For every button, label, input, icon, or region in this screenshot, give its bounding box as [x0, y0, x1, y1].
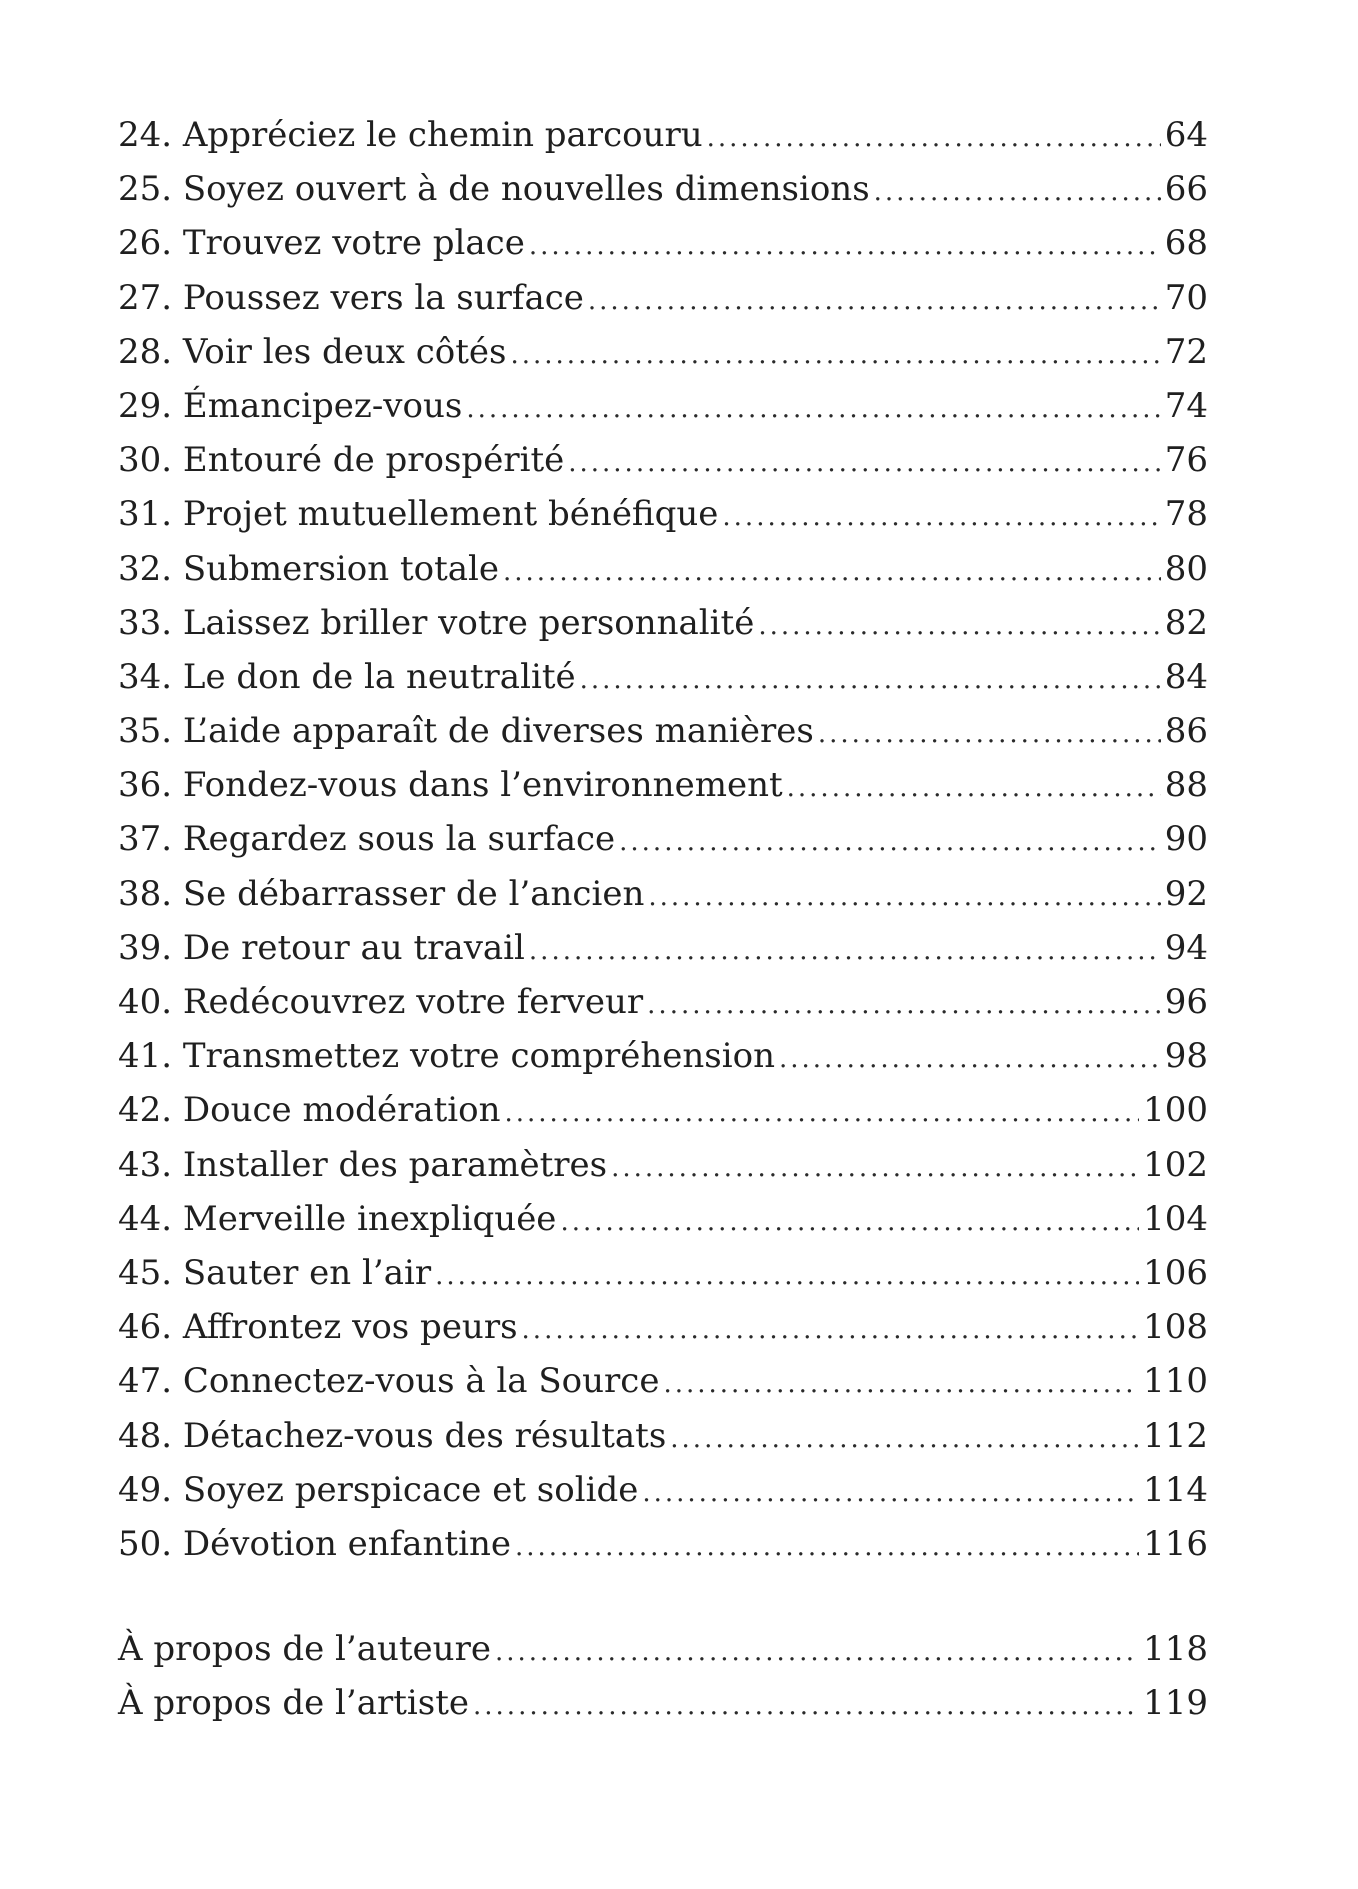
toc-entry: [118, 812, 1208, 866]
dot-leader: [522, 1303, 1140, 1357]
toc-entry: [118, 433, 1208, 487]
toc-entry: [118, 1409, 1208, 1463]
dot-leader: [787, 761, 1161, 815]
dot-leader: [435, 1249, 1139, 1303]
toc-entry: [118, 487, 1208, 541]
dot-leader: [505, 1086, 1140, 1140]
toc-entry-title: 26. Trouvez votre place: [118, 223, 525, 264]
toc-entry-page-number: 96: [1164, 982, 1208, 1022]
toc-entry-page-number: 80: [1164, 548, 1208, 589]
toc-entry-title: 29. Émancipez-vous: [118, 385, 463, 426]
toc-entry-title: 33. Laissez briller votre personnalité: [118, 602, 755, 643]
toc-entry-page-number: 66: [1164, 169, 1208, 210]
toc-entry-page-number: 114: [1143, 1469, 1208, 1510]
toc-entry: [118, 1029, 1208, 1083]
toc-entry-page-number: 78: [1164, 494, 1208, 535]
dot-leader: [874, 165, 1161, 219]
dot-leader: [529, 219, 1161, 273]
toc-entry-page-number: 102: [1143, 1144, 1208, 1185]
dot-leader: [495, 1625, 1139, 1679]
toc-entry-title: 35. L’aide apparaît de diverses manières: [118, 711, 814, 752]
toc-entry-page-number: 90: [1164, 819, 1208, 860]
toc-entry-page-number: 104: [1143, 1198, 1208, 1239]
dot-leader: [529, 924, 1161, 978]
toc-entry-page-number: 110: [1143, 1361, 1208, 1402]
toc-entry-title: 38. Se débarrasser de l’ancien: [118, 873, 645, 914]
toc-entry-page-number: 119: [1143, 1683, 1208, 1724]
dot-leader: [568, 436, 1161, 490]
section-gap: [118, 1571, 1208, 1622]
toc-entry-title: 30. Entouré de prospérité: [118, 440, 565, 481]
toc-entry-page-number: 98: [1164, 1036, 1208, 1077]
dot-leader: [510, 328, 1160, 382]
toc-entry-title: 31. Projet mutuellement bénéfique: [118, 494, 719, 535]
toc-entry-page-number: 68: [1164, 223, 1208, 264]
dot-leader: [466, 382, 1160, 436]
toc-entry-title: 27. Poussez vers la surface: [118, 277, 584, 318]
dot-leader: [707, 111, 1161, 165]
toc-entry-page-number: 108: [1143, 1307, 1208, 1348]
dot-leader: [670, 1412, 1139, 1466]
toc-entry-page-number: 118: [1143, 1629, 1208, 1670]
dot-leader: [588, 274, 1161, 328]
toc-entry-title: 24. Appréciez le chemin parcouru: [118, 115, 703, 155]
toc-entry-title: 39. De retour au travail: [118, 927, 525, 968]
dot-leader: [503, 545, 1161, 599]
toc-entry: [118, 1622, 1208, 1676]
toc-entry-page-number: 86: [1164, 711, 1208, 752]
toc-entry-title: 42. Douce modération: [118, 1090, 501, 1131]
toc-entry-page-number: 112: [1143, 1415, 1208, 1456]
appendix-list: [118, 1622, 1208, 1730]
toc-entry-title: 32. Submersion totale: [118, 548, 500, 589]
chapter-list: [118, 108, 1208, 1571]
toc-entry: [118, 162, 1208, 216]
toc-entry-page-number: 64: [1164, 115, 1208, 155]
toc-entry-title: 25. Soyez ouvert à de nouvelles dimensions: [118, 169, 870, 210]
toc-entry: [118, 1246, 1208, 1300]
toc-entry: [118, 1676, 1208, 1730]
toc-entry-title: À propos de l’artiste: [118, 1683, 470, 1724]
toc-entry: [118, 1463, 1208, 1517]
toc-entry: [118, 271, 1208, 325]
dot-leader: [663, 1357, 1139, 1411]
toc-entry: [118, 704, 1208, 758]
toc-entry: [118, 596, 1208, 650]
dot-leader: [473, 1679, 1139, 1733]
toc-entry-title: 36. Fondez-vous dans l’environnement: [118, 765, 783, 806]
dot-leader: [722, 490, 1160, 544]
dot-leader: [619, 815, 1161, 869]
toc-entry: [118, 1192, 1208, 1246]
dot-leader: [580, 653, 1161, 707]
toc-entry-title: 45. Sauter en l’air: [118, 1252, 432, 1293]
toc-entry: [118, 921, 1208, 975]
toc-entry-title: 43. Installer des paramètres: [118, 1144, 608, 1185]
toc-entry-page-number: 74: [1164, 385, 1208, 426]
toc-entry-page-number: 84: [1164, 656, 1208, 697]
toc-entry: [118, 542, 1208, 596]
toc-entry-title: 28. Voir les deux côtés: [118, 331, 507, 372]
dot-leader: [779, 1032, 1161, 1086]
toc-entry-title: 47. Connectez-vous à la Source: [118, 1361, 660, 1402]
dot-leader: [611, 1141, 1139, 1195]
toc-entry-page-number: 82: [1164, 602, 1208, 643]
toc-entry: [118, 108, 1208, 162]
toc-entry-title: 44. Merveille inexpliquée: [118, 1198, 557, 1239]
dot-leader: [515, 1520, 1139, 1574]
toc-entry-page-number: 92: [1164, 873, 1208, 914]
toc-entry-page-number: 106: [1143, 1252, 1208, 1293]
dot-leader: [758, 599, 1160, 653]
dot-leader: [647, 978, 1161, 1032]
toc-entry-page-number: 76: [1164, 440, 1208, 481]
toc-entry: [118, 1138, 1208, 1192]
toc-entry: [118, 867, 1208, 921]
toc-entry-title: 46. Affrontez vos peurs: [118, 1307, 518, 1348]
toc-entry-title: 34. Le don de la neutralité: [118, 656, 576, 697]
toc-entry: [118, 216, 1208, 270]
toc-entry-title: 48. Détachez-vous des résultats: [118, 1415, 667, 1456]
toc-entry: [118, 758, 1208, 812]
dot-leader: [648, 870, 1160, 924]
toc-entry-page-number: 72: [1164, 331, 1208, 372]
toc-entry: [118, 379, 1208, 433]
toc-entry: [118, 325, 1208, 379]
toc-entry: [118, 1083, 1208, 1137]
toc-entry-page-number: 94: [1164, 927, 1208, 968]
dot-leader: [560, 1195, 1139, 1249]
toc-entry: [118, 975, 1208, 1029]
dot-leader: [642, 1466, 1139, 1520]
toc-entry-title: 49. Soyez perspicace et solide: [118, 1469, 639, 1510]
dot-leader: [818, 707, 1161, 761]
toc-entry-title: 37. Regardez sous la surface: [118, 819, 616, 860]
toc-entry-title: 41. Transmettez votre compréhension: [118, 1036, 775, 1077]
toc-entry-title: 40. Redécouvrez votre ferveur: [118, 982, 644, 1022]
toc-entry-title: 50. Dévotion enfantine: [118, 1523, 511, 1564]
toc-entry: [118, 1517, 1208, 1571]
toc-entry-title: À propos de l’auteure: [118, 1629, 491, 1670]
toc-entry: [118, 1354, 1208, 1408]
toc-entry-page-number: 116: [1143, 1523, 1208, 1564]
toc-entry: [118, 650, 1208, 704]
toc-entry-page-number: 88: [1164, 765, 1208, 806]
toc-entry: [118, 1300, 1208, 1354]
toc-entry-page-number: 100: [1143, 1090, 1208, 1131]
toc-entry-page-number: 70: [1164, 277, 1208, 318]
table-of-contents: [118, 108, 1208, 1730]
